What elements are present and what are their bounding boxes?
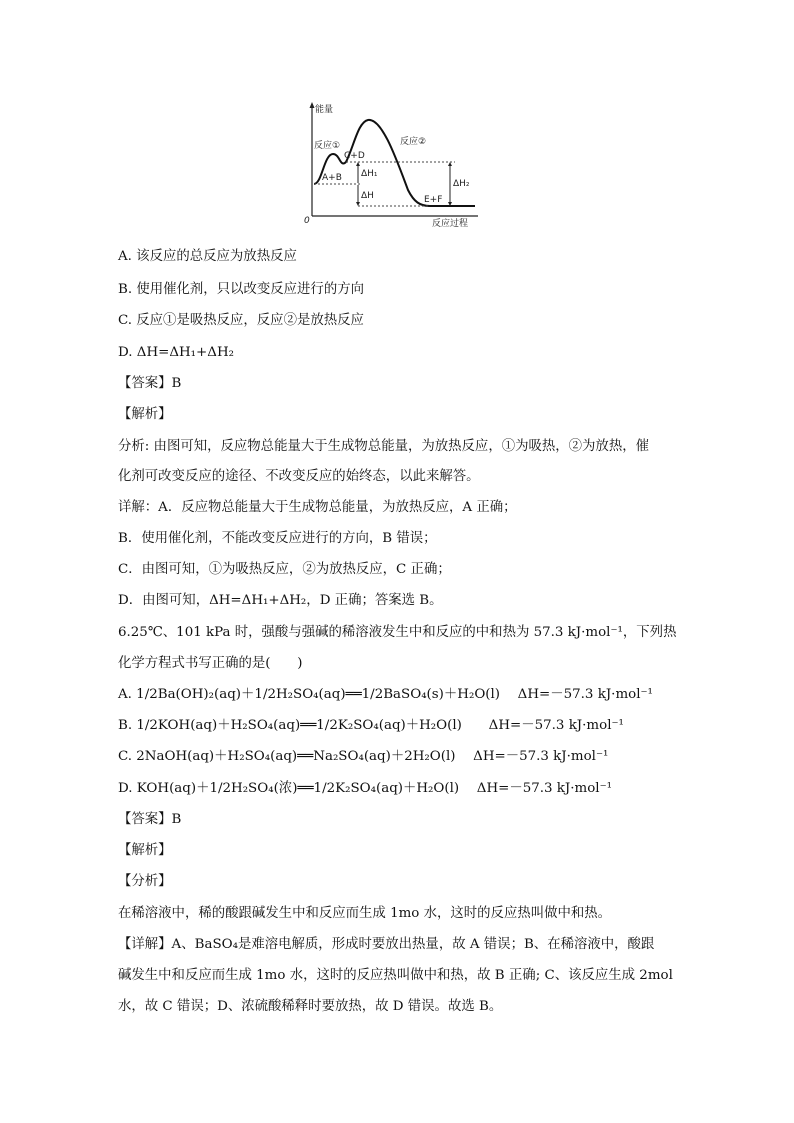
q5-option-d: D. ΔH=ΔH₁+ΔH₂	[118, 345, 234, 360]
dh2-arrow-head-top	[448, 162, 452, 166]
q6-answer: 【答案】B	[118, 812, 182, 827]
cd-label: C+D	[344, 151, 365, 161]
q5-analysis-line-4: B．使用催化剂，不能改变反应进行的方向，B 错误；	[118, 531, 437, 546]
q5-analysis-line-6: D．由图可知，ΔH=ΔH₁+ΔH₂，D 正确；答案选 B。	[118, 593, 443, 608]
dh2-label: ΔH₂	[453, 179, 470, 189]
reaction2-label: 反应②	[400, 137, 427, 147]
x-axis-label: 反应过程	[432, 219, 469, 228]
q5-answer: 【答案】B	[118, 376, 182, 391]
q5-analysis-line-1: 分析: 由图可知，反应物总能量大于生成物总能量，为放热反应，①为吸热，②为放热，催	[118, 439, 649, 454]
q5-analysis-line-5: C．由图可知，①为吸热反应，②为放热反应，C 正确；	[118, 562, 451, 577]
q6-option-c: C. 2NaOH(aq)＋H₂SO₄(aq)══Na₂SO₄(aq)＋2H₂O(l) ΔH=－57.3 kJ·mol⁻¹	[118, 749, 609, 764]
dh1-label: ΔH₁	[361, 169, 378, 179]
origin-label: 0	[304, 216, 310, 226]
y-axis-label: 能量	[315, 105, 334, 115]
energy-diagram	[300, 98, 480, 228]
q5-option-a: A. 该反应的总反应为放热反应	[118, 249, 297, 264]
q6-detail-line-1: 【详解】A、BaSO₄是难溶电解质，形成时要放出热量，故 A 错误；B、在稀溶液中，酸跟	[118, 937, 655, 952]
dh-arrow-head	[356, 202, 360, 206]
q6-fenxi-heading: 【分析】	[118, 874, 172, 889]
q6-option-d: D. KOH(aq)＋1/2H₂SO₄(浓)══1/2K₂SO₄(aq)＋H₂O(l) ΔH=－57.3 kJ·mol⁻¹	[118, 781, 613, 796]
dh-label: ΔH	[361, 191, 374, 201]
q6-analysis-heading: 【解析】	[118, 843, 172, 858]
q5-analysis-line-3: 详解：A．反应物总能量大于生成物总能量，为放热反应，A 正确；	[118, 500, 517, 515]
q6-stem-line-2: 化学方程式书写正确的是( )	[118, 656, 303, 671]
q6-option-b: B. 1/2KOH(aq)＋H₂SO₄(aq)══1/2K₂SO₄(aq)＋H₂O(l) ΔH=－57.3 kJ·mol⁻¹	[118, 718, 624, 733]
reaction1-label: 反应①	[314, 141, 341, 151]
q5-option-b: B. 使用催化剂，只以改变反应进行的方向	[118, 282, 364, 297]
q5-option-c: C. 反应①是吸热反应，反应②是放热反应	[118, 313, 364, 328]
q6-fenxi-text: 在稀溶液中，稀的酸跟碱发生中和反应而生成 1mo 水，这时的反应热叫做中和热。	[118, 906, 612, 921]
reaction-curve	[314, 120, 475, 206]
q5-analysis-heading: 【解析】	[118, 407, 172, 422]
q6-option-a: A. 1/2Ba(OH)₂(aq)＋1/2H₂SO₄(aq)══1/2BaSO₄(s)＋H₂O(l) ΔH=－57.3 kJ·mol⁻¹	[118, 687, 653, 702]
q6-detail-line-2: 碱发生中和反应而生成 1mo 水，这时的反应热叫做中和热，故 B 正确; C、该反应生成 2mol	[118, 968, 673, 983]
dh1-arrow-head	[356, 162, 360, 166]
ef-label: E+F	[424, 195, 443, 205]
y-axis-arrow	[310, 102, 315, 108]
q6-stem-line-1: 6.25℃、101 kPa 时，强酸与强碱的稀溶液发生中和反应的中和热为 57.3 kJ·mol⁻¹，下列热	[118, 625, 677, 640]
q6-detail-line-3: 水，故 C 错误；D、浓硫酸稀释时要放热，故 D 错误。故选 B。	[118, 999, 503, 1014]
q5-analysis-line-2: 化剂可改变反应的途径、不改变反应的始终态，以此来解答。	[118, 469, 480, 484]
ab-label: A+B	[322, 173, 342, 183]
